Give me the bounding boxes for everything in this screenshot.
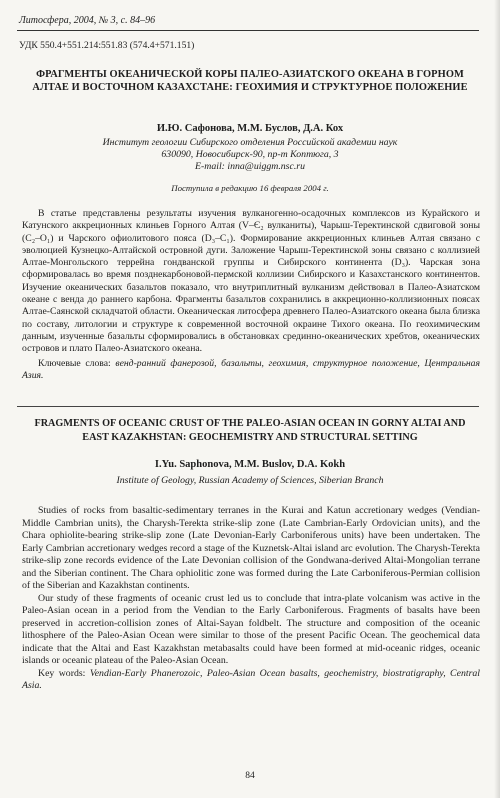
affiliation-line-email: E-mail: inna@uiggm.nsc.ru: [195, 161, 305, 173]
abstract-russian-text: В статье представлены результаты изучения вулканогенно-осадочных комплексов из Курайского и Катунского аккреционных клиньев Горного Алтая (V–Є₂ вулканиты), Чарыш-Теректинской сдвиговой зоны (С₂–О₁) и Чарского офиолитового пояса (D₃–С₁). Формирование аккреционных клиньев Алтая связано с эволюцией Кузнецко-Алтайской островной дуги. Заложение Чарыш-Теректинской зоны связано с коллизией Алтае-Монгольского террейна гондванской группы и Сибирского континента (D₃). Чарская зона сформировалась во время позднекарбоновой-пермской коллизии Сибирского и Казахстанского континентов. Изучение океанических базальтов показало, что внутриплитный вулканизм действовал в Палео-Азиатском океане с венда до раннего карбона. Фрагменты базальтов сохранились в аккреционно-коллизионных поясах Алтае-Саянской складчатой области. Океаническая литосфера древнего Палео-Азиатского океана была близка по составу, литологии и структуре к современной восточной окраине Тихого океана. По геохимическим данным, изученные базальты сформировались в обстановках срединно-океанических хребтов, океанических островов и плато Палео-Азиатского океана.: [22, 208, 480, 355]
keywords-text-russian: венд-ранний фанерозой, базальты, геохимия, структурное положение, Центральная Азия.: [22, 357, 481, 381]
abstract-english-paragraph-1: Studies of rocks from basaltic-sedimentary terranes in the Kurai and Katun accretionary wedges (Vendian-Middle Cambrian units), the Charysh-Terekta strike-slip zone (Late Cambrian-Early Ordovician units), and the Chara ophiolite-bearing strike-slip zone (Late Devonian-Early Carboniferous units) have been undertaken. The Early Cambrian accretionary wedges record a stage of the Kuznetsk-Altai island arc evolution. The Charysh-Terekta strike-slip zone records evidence of the Late Devonian collision of the Gondwana-derived Altai-Mongolian terrane and the Siberian continent. The Chara ophiolitic zone was formed during the Late Carboniferous-Permian collision of the Siberian and Kazakhstan continents.: [22, 505, 480, 591]
page-number: 84: [245, 771, 255, 781]
section-divider: [17, 406, 479, 407]
received-date: Поступила в редакцию 16 февраля 2004 г.: [171, 183, 329, 193]
affiliation-line-institute: Институт геологии Сибирского отделения Российской академии наук: [102, 137, 398, 148]
authors-russian: И.Ю. Сафонова, М.М. Буслов, Д.А. Кох: [156, 123, 344, 134]
keywords-text-english: Vendian-Early Phanerozoic, Paleo-Asian Ocean basalts, geochemistry, biostratigraphy, Central Asia.: [22, 667, 480, 691]
keywords-label-russian: Ключевые слова:: [38, 357, 111, 369]
affiliation-english: Institute of Geology, Russian Academy of Sciences, Siberian Branch: [116, 475, 384, 486]
abstract-english-paragraph-2: Our study of these fragments of oceanic crust led us to conclude that intra-plate volcanism was active in the Paleo-Asian ocean in a period from the Vendian to the Early Carboniferous. Fragments of basalts have been preserved in accretion-collision zones of Altai-Sayan foldbelt. The structure and composition of the oceanic lithosphere of the Paleo-Asian Ocean were similar to those of the present Pacific Ocean. The geochemical data indicate that the Altai and East Kazakhstan metabasalts could have been formed at mid-oceanic ridges, oceanic islands or oceanic plateau of the Paleo-Asian Ocean.: [22, 592, 480, 666]
affiliation-line-address: 630090, Новосибирск-90, пр-т Коптюга, 3: [161, 149, 339, 161]
keywords-label-english: Key words:: [38, 667, 86, 679]
keywords-russian: [22, 358, 480, 383]
scan-edge-shadow: [494, 0, 500, 798]
article-title-english: FRAGMENTS OF OCEANIC CRUST OF THE PALEO-ASIAN OCEAN IN GORNY ALTAI AND EAST KAZAKHSTAN: GEOCHEMISTRY AND STRUCTURAL SETTING: [34, 418, 466, 443]
udc-code: УДК 550.4+551.214:551.83 (574.4+571.151): [19, 40, 195, 51]
header-rule: [17, 30, 479, 31]
authors-english: I.Yu. Saphonova, M.M. Buslov, D.A. Kokh: [154, 459, 346, 470]
abstract-english: [22, 505, 480, 693]
article-title-russian: ФРАГМЕНТЫ ОКЕАНИЧЕСКОЙ КОРЫ ПАЛЕО-АЗИАТСКОГО ОКЕАНА В ГОРНОМ АЛТАЕ И ВОСТОЧНОМ КАЗАХСТАНЕ: ГЕОХИМИЯ И СТРУКТУРНОЕ ПОЛОЖЕНИЕ: [32, 69, 468, 93]
keywords-english: [22, 668, 480, 693]
running-head: Литосфера, 2004, № 3, с. 84–96: [19, 15, 156, 26]
abstract-russian: [22, 208, 480, 382]
affiliation-russian: [40, 137, 460, 174]
